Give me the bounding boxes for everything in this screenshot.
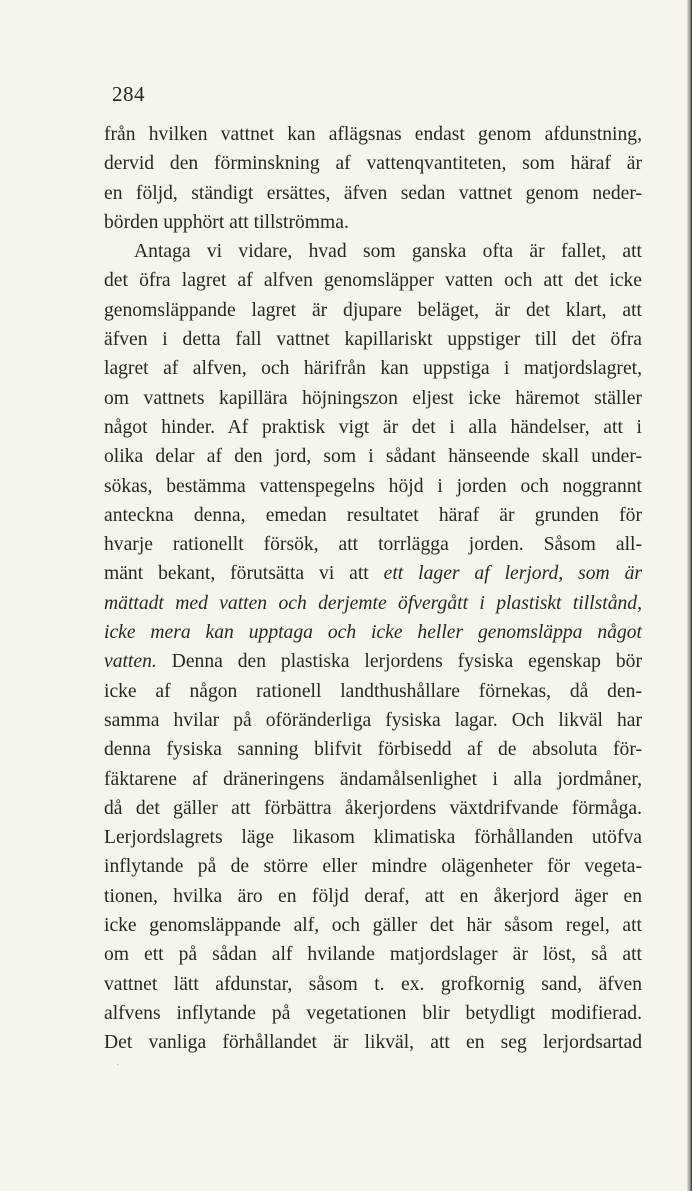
text-segment: det öfra lagret af alfven genomsläpper vatten och att det icke bbox=[104, 270, 642, 292]
italic-text-segment: ett lager af lerjord, som är bbox=[383, 563, 642, 585]
text-segment: Denna den plastiska lerjordens fysiska egenskap bör bbox=[156, 651, 642, 673]
text-line bbox=[104, 413, 642, 442]
text-line bbox=[104, 765, 642, 794]
text-line bbox=[104, 237, 642, 266]
text-line bbox=[104, 266, 642, 295]
text-line bbox=[104, 618, 642, 647]
page-number: 284 bbox=[112, 82, 145, 106]
text-line bbox=[104, 940, 642, 969]
text-line bbox=[104, 208, 642, 237]
text-line bbox=[104, 354, 642, 383]
text-line bbox=[104, 384, 642, 413]
text-line bbox=[104, 970, 642, 999]
text-line bbox=[104, 852, 642, 881]
text-line bbox=[104, 1028, 642, 1057]
text-segment: genomsläppande lagret är djupare beläget, är det klart, att bbox=[104, 299, 642, 321]
text-line bbox=[104, 911, 642, 940]
text-segment: inflytande på de större eller mindre olägenheter för vegeta- bbox=[104, 856, 642, 878]
text-segment: börden upphört att tillströmma. bbox=[104, 211, 349, 233]
text-segment: sökas, bestämma vattenspegelns höjd i jorden och noggrannt bbox=[104, 475, 642, 497]
text-line bbox=[104, 179, 642, 208]
text-line bbox=[104, 677, 642, 706]
text-line bbox=[104, 647, 642, 676]
text-segment: samma hvilar på oföränderliga fysiska lagar. Och likväl har bbox=[104, 709, 642, 731]
italic-text-segment: mättadt med vatten och derjemte öfvergått i plastiskt tillstånd, bbox=[104, 592, 642, 614]
body-text bbox=[104, 120, 642, 1058]
text-segment: om ett på sådan alf hvilande matjordslager är löst, så att bbox=[104, 944, 642, 966]
text-segment: icke af någon rationell landthushållare förnekas, då den- bbox=[104, 680, 642, 702]
text-segment: vattnet lätt afdunstar, såsom t. ex. grofkornig sand, äfven bbox=[104, 973, 642, 995]
text-segment: denna fysiska sanning blifvit förbisedd af de absoluta för- bbox=[104, 739, 642, 761]
text-segment: Lerjordslagrets läge likasom klimatiska förhållanden utöfva bbox=[104, 827, 642, 849]
text-segment: då det gäller att förbättra åkerjordens växtdrifvande förmåga. bbox=[104, 797, 642, 819]
italic-text-segment: icke mera kan upptaga och icke heller genomsläppa något bbox=[104, 622, 642, 644]
text-segment: om vattnets kapillära höjningszon eljest icke häremot ställer bbox=[104, 387, 642, 409]
text-line bbox=[104, 794, 642, 823]
page-edge bbox=[687, 0, 692, 1191]
text-line bbox=[104, 120, 642, 149]
text-segment: anteckna denna, emedan resultatet häraf är grunden för bbox=[104, 504, 642, 526]
text-segment: Antaga vi vidare, hvad som ganska ofta är fallet, att bbox=[134, 241, 642, 263]
text-line bbox=[104, 589, 642, 618]
text-line bbox=[104, 149, 642, 178]
text-segment: hvarje rationellt försök, att torrlägga jorden. Såsom all- bbox=[104, 534, 642, 556]
text-line bbox=[104, 442, 642, 471]
text-line bbox=[104, 559, 642, 588]
text-line bbox=[104, 530, 642, 559]
text-segment: mänt bekant, förutsätta vi att bbox=[104, 563, 384, 585]
text-line bbox=[104, 325, 642, 354]
text-segment: lagret af alfven, och härifrån kan uppstiga i matjordslagret, bbox=[104, 358, 642, 380]
text-segment: icke genomsläppande alf, och gäller det här såsom regel, att bbox=[104, 915, 642, 937]
italic-text-segment: vatten. bbox=[104, 651, 157, 673]
text-line bbox=[104, 472, 642, 501]
text-segment: dervid den förminskning af vattenqvantiteten, som häraf är bbox=[104, 153, 642, 175]
text-line bbox=[104, 501, 642, 530]
text-segment: tionen, hvilka äro en följd deraf, att en åkerjord äger en bbox=[104, 885, 642, 907]
stray-ink-mark: · bbox=[116, 1060, 120, 1071]
text-segment: Det vanliga förhållandet är likväl, att en seg lerjordsartad bbox=[104, 1032, 642, 1054]
text-segment: alfvens inflytande på vegetationen blir betydligt modifierad. bbox=[104, 1002, 642, 1024]
text-segment: olika delar af den jord, som i sådant hänseende skall under- bbox=[104, 446, 642, 468]
text-line bbox=[104, 706, 642, 735]
text-line bbox=[104, 999, 642, 1028]
text-segment: en följd, ständigt ersättes, äfven sedan vattnet genom neder- bbox=[104, 182, 642, 204]
text-segment: något hinder. Af praktisk vigt är det i alla händelser, att i bbox=[104, 416, 642, 438]
text-segment: äfven i detta fall vattnet kapillariskt uppstiger till det öfra bbox=[104, 329, 642, 351]
text-line bbox=[104, 823, 642, 852]
text-line bbox=[104, 882, 642, 911]
text-segment: från hvilken vattnet kan aflägsnas endast genom afdunstning, bbox=[104, 124, 642, 145]
text-segment: fäktarene af dräneringens ändamålsenlighet i alla jordmåner, bbox=[104, 768, 642, 790]
text-line bbox=[104, 735, 642, 764]
text-line bbox=[104, 296, 642, 325]
